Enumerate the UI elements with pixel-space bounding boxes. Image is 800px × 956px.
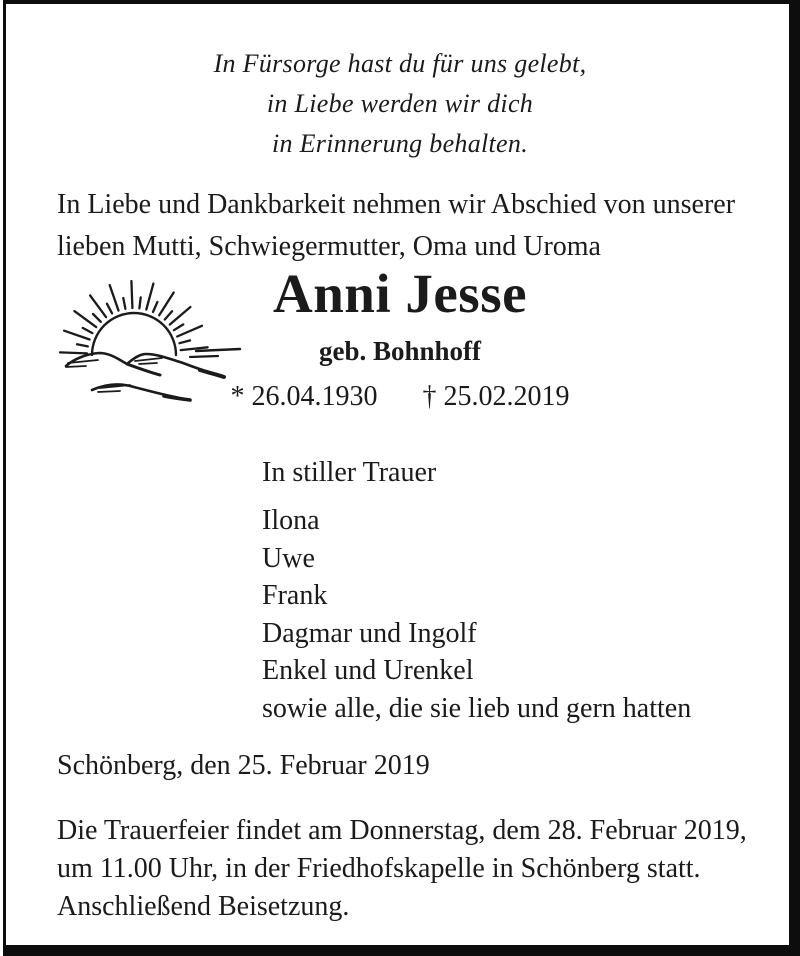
funeral-info (57, 812, 747, 926)
funeral-line: Die Trauerfeier findet am Donnerstag, dem 28. Februar 2019, (57, 815, 747, 846)
mourner-line: Frank (262, 580, 328, 611)
memorial-verse (0, 44, 800, 164)
mourner-line: Dagmar und Ingolf (262, 617, 477, 649)
intro-line: lieben Mutti, Schwiegermutter, Oma und Uroma (57, 231, 601, 262)
mourner-line: Uwe (262, 542, 315, 574)
intro-text (57, 184, 735, 268)
maiden-name: geb. Bohnhoff (318, 336, 482, 366)
mourning-heading: In stiller Trauer (262, 457, 437, 488)
life-dates (0, 381, 800, 413)
mourner-line: Ilona (262, 505, 320, 536)
death-date: † 25.02.2019 (422, 381, 570, 412)
verse-line: in Liebe werden wir dich (266, 89, 534, 118)
deceased-name: Anni Jesse (272, 263, 528, 324)
mourner-line: Enkel und Urenkel (262, 655, 474, 686)
funeral-line: um 11.00 Uhr, in der Friedhofskapelle in Schönberg statt. (57, 853, 701, 884)
intro-line: In Liebe und Dankbarkeit nehmen wir Abschied von unserer (57, 189, 736, 220)
verse-line: in Erinnerung behalten. (271, 129, 529, 158)
mourner-line: sowie alle, die sie lieb und gern hatten (262, 692, 692, 724)
birth-date: * 26.04.1930 (230, 381, 378, 412)
funeral-line: Anschließend Beisetzung. (57, 891, 350, 922)
mourners-list (262, 502, 691, 727)
place-date: Schönberg, den 25. Februar 2019 (57, 750, 430, 781)
verse-line: In Fürsorge hast du für uns gelebt, (213, 49, 587, 78)
